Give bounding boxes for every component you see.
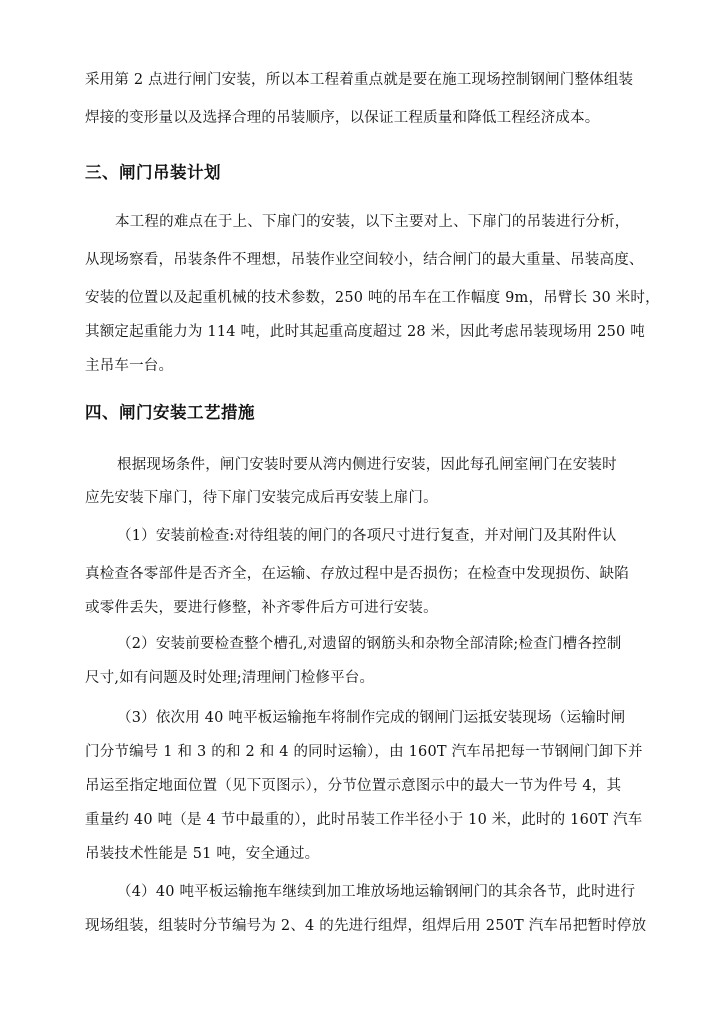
paragraph-line: 吊运至指定地面位置（见下页图示），分节位置示意图示中的最大一节为件号 4，其 [85,778,622,794]
paragraph-line: 焊接的变形量以及选择合理的吊装顺序，以保证工程质量和降低工程经济成本。 [85,110,600,126]
paragraph-line: 重量约 40 吨（是 4 节中最重的），此时吊装工作半径小于 10 米，此时的 160T 汽车 [85,812,643,828]
paragraph-line: （3）依次用 40 吨平板运输拖车将制作完成的钢闸门运抵安装现场（运输时闸 [117,710,626,726]
paragraph-line: 真检查各零部件是否齐全，在运输、存放过程中是否损伤；在检查中发现损伤、缺陷 [85,566,629,582]
paragraph-line: 或零件丢失，要进行修整，补齐零件后方可进行安装。 [85,600,438,616]
paragraph-line: 安装的位置以及起重机械的技术参数，250 吨的吊车在工作幅度 9m，吊臂长 30 米时， [85,290,660,306]
paragraph-line: 主吊车一台。 [85,358,174,374]
paragraph-line: 应先安装下扉门，待下扉门安装完成后再安装上扉门。 [85,490,438,506]
paragraph-line: 其额定起重能力为 114 吨，此时其起重高度超过 28 米，因此考虑吊装现场用 250 吨 [85,324,645,340]
paragraph-line: （1）安装前检查:对待组装的闸门的各项尺寸进行复查，并对闸门及其附件认 [117,528,617,544]
paragraph-line: （2）安装前要检查整个槽孔,对遗留的钢筋头和杂物全部清除;检查门槽各控制 [117,636,622,652]
paragraph-line: 从现场察看，吊装条件不理想，吊装作业空间较小，结合闸门的最大重量、吊装高度、 [85,252,644,268]
paragraph-line: 吊装技术性能是 51 吨，安全通过。 [85,846,320,862]
paragraph-line: 现场组装，组装时分节编号为 2、4 的先进行组焊，组焊后用 250T 汽车吊把暂时停放 [85,918,647,934]
section-heading-4: 四、闸门安装工艺措施 [85,403,255,422]
section-heading-3: 三、闸门吊装计划 [85,163,221,182]
paragraph-line: 尺寸,如有问题及时处理;清理闸门检修平台。 [85,670,375,686]
paragraph-line: 本工程的难点在于上、下扉门的安装，以下主要对上、下扉门的吊装进行分析， [115,214,630,230]
paragraph-line: 门分节编号 1 和 3 的和 2 和 4 的同时运输），由 160T 汽车吊把每一节钢闸门卸下并 [85,744,643,760]
paragraph-line: （4）40 吨平板运输拖车继续到加工堆放场地运输钢闸门的其余各节，此时进行 [117,884,636,900]
paragraph-line: 根据现场条件，闸门安装时要从湾内侧进行安装，因此每孔闸室闸门在安装时 [117,457,617,473]
paragraph-line: 采用第 2 点进行闸门安装，所以本工程着重点就是要在施工现场控制钢闸门整体组装 [85,72,634,88]
